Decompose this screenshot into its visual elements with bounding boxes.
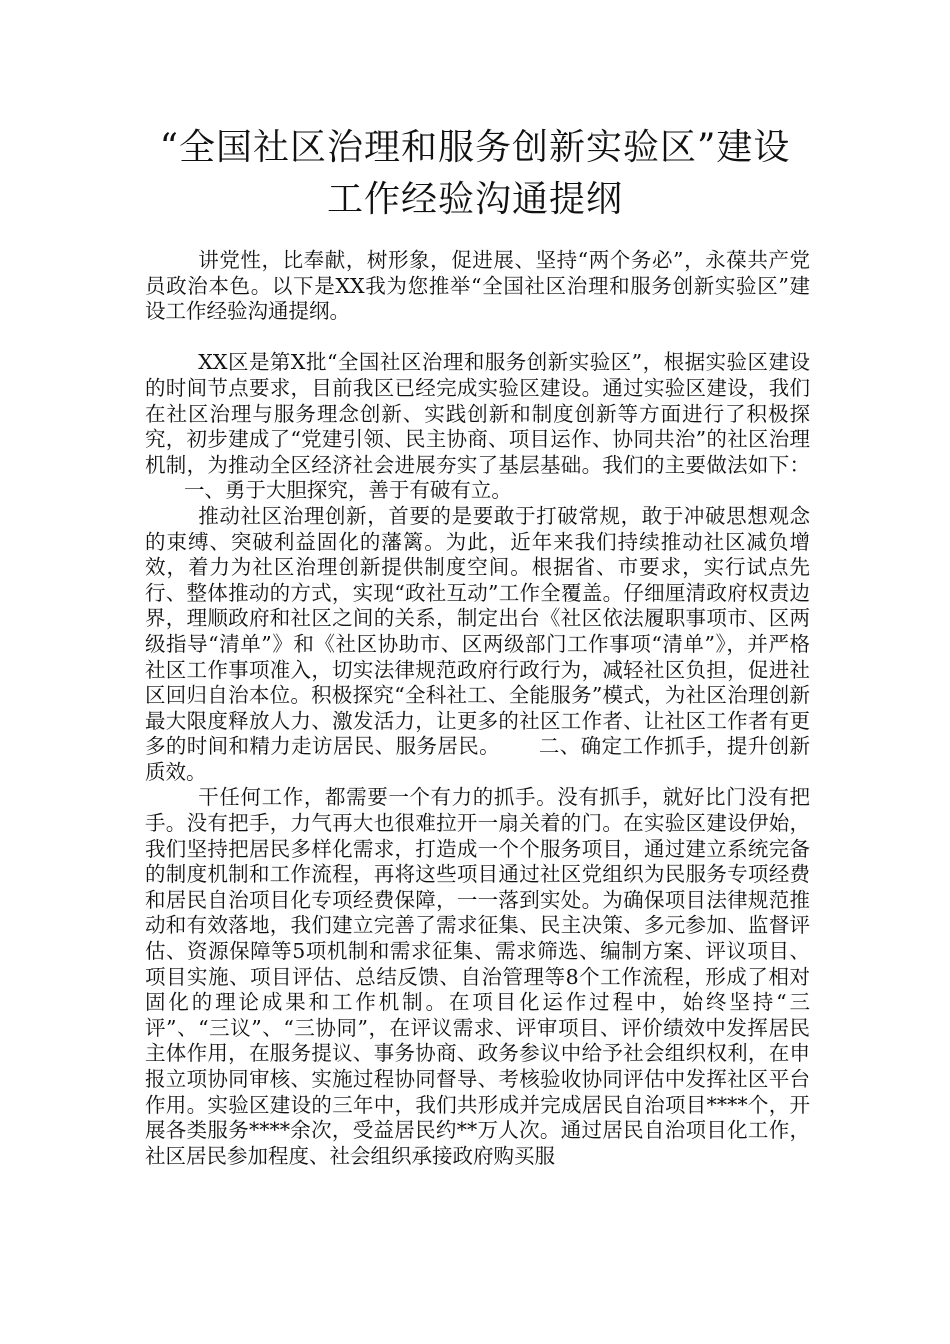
document-body [145,248,810,1169]
body-paragraph [145,504,810,786]
section-heading: 一、勇于大胆探究，善于有破有立。 [183,478,512,503]
intro-paragraph: 讲党性，比奉献，树形象，促进展、坚持“两个务必”，永葆共产党员政治本色。以下是XX我为您推举“全国社区治理和服务创新实验区”建设工作经验沟通提纲。 [145,248,810,324]
body-paragraph: 干任何工作，都需要一个有力的抓手。没有抓手，就好比门没有把手。没有把手，力气再大也很难拉开一扇关着的门。在实验区建设伊始，我们坚持把居民多样化需求，打造成一个个服务项目，通过建立系统完备的制度机制和工作流程，再将这些项目通过社区党组织为民服务专项经费和居民自治项目化专项经费保障，一一落到实处。为确保项目法律规范推动和有效落地，我们建立完善了需求征集、民主决策、多元参加、监督评估、资源保障等5项机制和需求征集、需求筛选、编制方案、评议项目、项目实施、项目评估、总结反馈、自治管理等8个工作流程，形成了相对固化的理论成果和工作机制。在项目化运作过程中，始终坚持“三评”、“三议”、“三协同”，在评议需求、评审项目、评价绩效中发挥居民主体作用，在服务提议、事务协商、政务参议中给予社会组织权利，在申报立项协同审核、实施过程协同督导、考核验收协同评估中发挥社区平台作用。实验区建设的三年中，我们共形成并完成居民自治项目****个，开展各类服务****余次，受益居民约**万人次。通过居民自治项目化工作，社区居民参加程度、社会组织承接政府购买服 [145,785,810,1168]
title-line-2: 工作经验沟通提纲 [326,179,623,220]
paragraph-text: 推动社区治理创新，首要的是要敢于打破常规，敢于冲破思想观念的束缚、突破利益固化的藩篱。为此，近年来我们持续推动社区减负增效，着力为社区治理创新提供制度空间。根据省、市要求，实行试点先行、整体推动的方式，实现“政社互动”工作全覆盖。仔细厘清政府权责边界，理顺政府和社区之间的关系，制定出台《社区依法履职事项市、区两级指导“清单”》和《社区协助市、区两级部门工作事项“清单”》，并严格社区工作事项准入，切实法律规范政府行政行为，减轻社区负担，促进社区回归自治本位。积极探究“全科社工、全能服务”模式，为社区治理创新最大限度释放人力、激发活力，让更多的社区工作者、让社区工作者有更多的时间和精力走访居民、服务居民。 [145,503,810,759]
document-title [120,122,830,226]
title-line-1: “全国社区治理和服务创新实验区”建设 [159,127,791,168]
body-paragraph [145,350,810,504]
section-heading: 二、确定工作抓手，提升创新质效。 [145,734,810,784]
paragraph-text: XX区是第X批“全国社区治理和服务创新实验区”，根据实验区建设的时间节点要求，目前我区已经完成实验区建设。通过实验区建设，我们在社区治理与服务理念创新、实践创新和制度创新等方面进行了积极探究，初步建成了“党建引领、民主协商、项目运作、协同共治”的社区治理机制，为推动全区经济社会进展夯实了基层基础。我们的主要做法如下： [145,350,810,477]
